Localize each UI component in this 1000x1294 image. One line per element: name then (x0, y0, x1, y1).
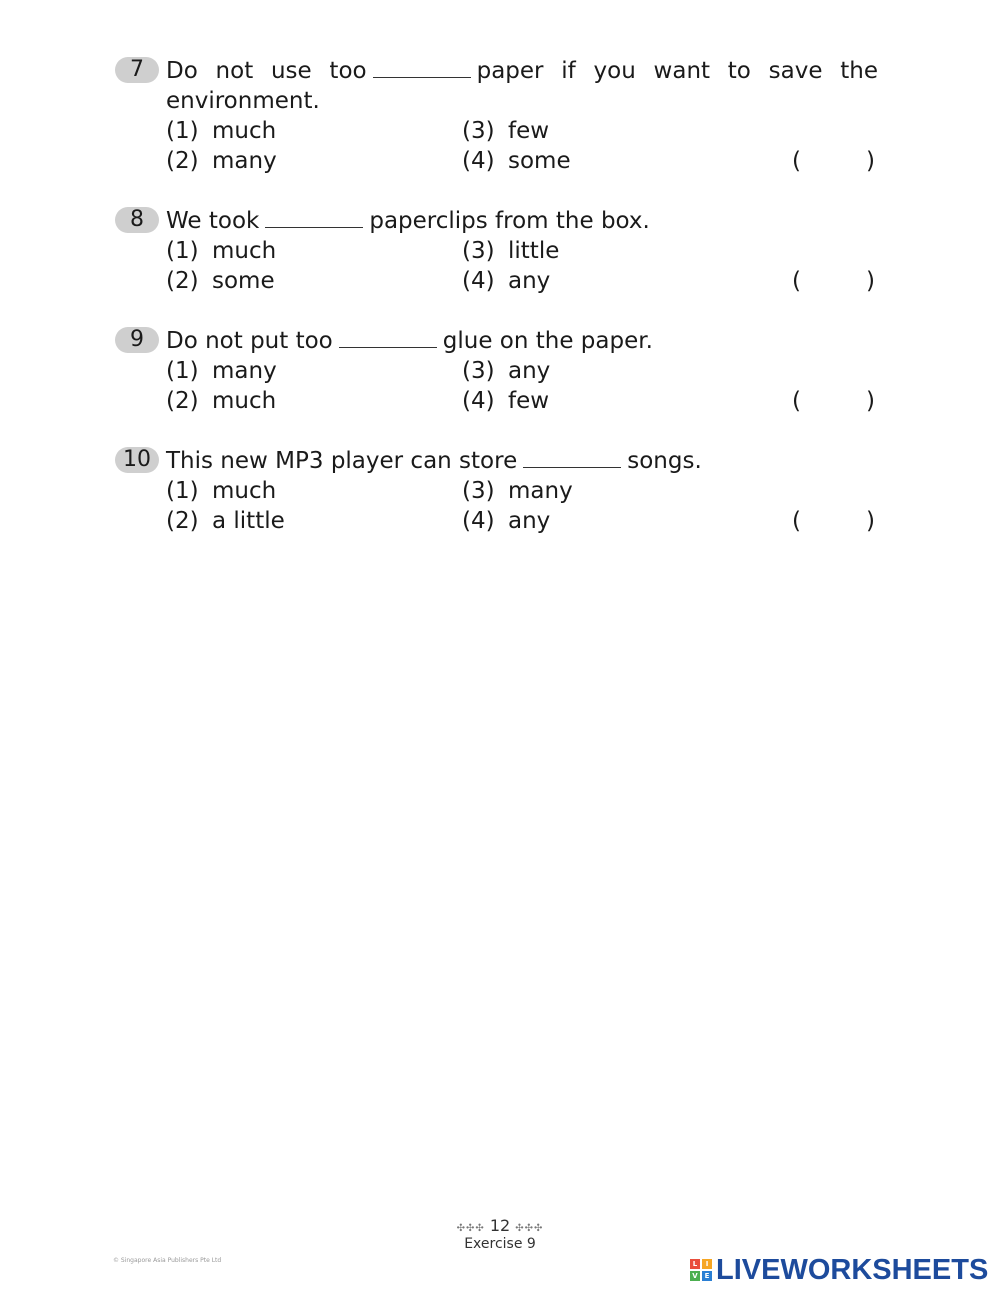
option-text: some (212, 268, 275, 294)
option-2 (166, 506, 285, 536)
option-label: (3) (462, 118, 495, 144)
option-4 (462, 146, 571, 176)
stem-before: Do not use too (166, 58, 367, 84)
question-stem (166, 446, 702, 476)
option-2 (166, 266, 275, 296)
option-label: (1) (166, 238, 199, 264)
option-text: many (212, 358, 277, 384)
answer-paren-open[interactable]: ( (792, 268, 801, 294)
option-3 (462, 476, 573, 506)
page-number: 12 (489, 1216, 511, 1235)
question-number: 9 (115, 327, 159, 353)
option-text: much (212, 388, 277, 414)
answer-paren-close: ) (866, 268, 875, 294)
option-label: (2) (166, 268, 199, 294)
question-stem (166, 206, 650, 236)
answer-blank (265, 209, 363, 228)
option-4 (462, 266, 550, 296)
option-label: (2) (166, 148, 199, 174)
option-2 (166, 386, 276, 416)
option-label: (2) (166, 508, 199, 534)
question-number: 10 (115, 447, 159, 473)
option-label: (3) (462, 238, 495, 264)
logo-mark-icon (690, 1259, 712, 1281)
stem-after: paperclips from the box. (369, 208, 650, 234)
option-label: (1) (166, 358, 199, 384)
option-1 (166, 236, 276, 266)
option-4 (462, 386, 549, 416)
option-text: much (212, 118, 277, 144)
answer-paren-close: ) (866, 508, 875, 534)
stem-before: Do not put too (166, 328, 333, 354)
option-text: few (508, 118, 550, 144)
stem-before: This new MP3 player can store (166, 448, 518, 474)
option-2 (166, 146, 277, 176)
option-label: (3) (462, 358, 495, 384)
page-number-line (0, 1216, 1000, 1235)
option-4 (462, 506, 550, 536)
logo-text: LIVEWORKSHEETS (716, 1253, 989, 1286)
option-3 (462, 236, 559, 266)
copyright-notice: © Singapore Asia Publishers Pte Ltd (113, 1257, 222, 1264)
question-stem (166, 326, 653, 356)
option-1 (166, 356, 277, 386)
option-3 (462, 356, 550, 386)
option-text: much (212, 238, 277, 264)
option-text: much (212, 478, 277, 504)
stem-after: songs. (627, 448, 702, 474)
answer-paren-open[interactable]: ( (792, 388, 801, 414)
ornament-left-icon: ✣✣✣ (456, 1223, 485, 1234)
option-text: little (508, 238, 560, 264)
option-text: many (508, 478, 573, 504)
logo-mark-letter: L (690, 1259, 700, 1269)
option-text: any (508, 268, 551, 294)
option-text: any (508, 508, 551, 534)
answer-paren-open[interactable]: ( (792, 508, 801, 534)
answer-paren-close: ) (866, 388, 875, 414)
logo-mark-letter: E (702, 1271, 712, 1281)
question-number: 7 (115, 57, 159, 83)
option-3 (462, 116, 549, 146)
option-text: many (212, 148, 277, 174)
answer-blank (523, 449, 621, 468)
option-text: few (508, 388, 550, 414)
stem-after: glue on the paper. (442, 328, 653, 354)
stem-after: paper if you want to save the (476, 58, 878, 84)
liveworksheets-logo[interactable] (690, 1255, 988, 1285)
option-label: (1) (166, 478, 199, 504)
ornament-right-icon: ✣✣✣ (515, 1223, 544, 1234)
option-text: a little (212, 508, 285, 534)
option-label: (1) (166, 118, 199, 144)
stem-line-2: environment. (166, 88, 320, 114)
option-label: (2) (166, 388, 199, 414)
answer-paren-close: ) (866, 148, 875, 174)
question-number: 8 (115, 207, 159, 233)
option-text: some (508, 148, 571, 174)
option-1 (166, 116, 276, 146)
option-text: any (508, 358, 551, 384)
option-label: (4) (462, 268, 495, 294)
option-label: (3) (462, 478, 495, 504)
exercise-label: Exercise 9 (464, 1236, 536, 1252)
option-label: (4) (462, 148, 495, 174)
logo-mark-letter: I (702, 1259, 712, 1269)
question-stem (166, 56, 878, 86)
logo-mark-letter: V (690, 1271, 700, 1281)
answer-blank (339, 329, 437, 348)
stem-before: We took (166, 208, 260, 234)
option-1 (166, 476, 276, 506)
option-label: (4) (462, 388, 495, 414)
answer-paren-open[interactable]: ( (792, 148, 801, 174)
answer-blank (373, 59, 471, 78)
option-label: (4) (462, 508, 495, 534)
